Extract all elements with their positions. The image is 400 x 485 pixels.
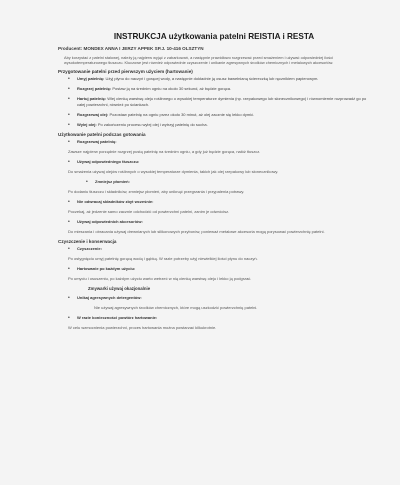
list-item — [68, 266, 370, 272]
list-item-head: Rozgrzewaj patelnię: — [77, 139, 117, 144]
list-item — [68, 219, 370, 225]
list-item-text: Pozostaw patelnię na ogniu przez około 30 minut, aż olej zacznie się lekko dymić. — [109, 112, 255, 117]
bullet-icon: • — [68, 86, 70, 92]
page-title: INSTRUKCJA użytkowania patelni REISTIA i RESTA — [113, 32, 315, 41]
list-item-head: Rozgrzej patelnię: — [77, 86, 112, 91]
list-item-head: Zmniejsz płomień: — [95, 179, 130, 184]
list-item — [68, 315, 370, 321]
bullet-icon: • — [68, 96, 70, 102]
list-item-head: W razie konieczności powtórz hartowanie: — [77, 315, 158, 320]
section-title-cleaning: Czyszczenie i konserwacja — [58, 239, 117, 244]
section-title-prep: Przygotowanie patelni przed pierwszym użyciem (hartowanie) — [58, 69, 193, 74]
list-item-content — [77, 76, 318, 82]
intro-paragraph: Aby korzystać z patelni stalowej, należy ją najpierw wyjąć z zabarkowań, a następnie prawidłowo rozgrzewać przed smażeniem i używać odpowiedniej ilości wysokotemperaturowego tłuszczu. Kluczowe jest również odpowiednie czyszczenie i unikanie agresywnych środków chemicznych i metalowych akcesoriów. — [64, 55, 334, 65]
list-item-head: Rozgrzewaj olej: — [77, 112, 109, 117]
list-item-head: Hartuj patelnię: — [77, 96, 107, 101]
list-item-head: Nie odwracaj składników zbyt wcześnie: — [77, 199, 154, 204]
list-item-text: Po umyciu i osuszeniu, po każdym użyciu warto wetrzeć w nią cienką warstwę oleju i lekko ją podgrzać. — [68, 276, 252, 281]
list-item-text: Po ostygnięciu umyj patelnię gorącą wodą i gąbką. W razie potrzeby użyj niewielkiej ilości płynu do naczyń. — [68, 256, 258, 261]
list-item-head: Wylej olej: — [77, 122, 97, 127]
list-item-head: Hartowanie po każdym użyciu: — [77, 266, 136, 271]
list-item-head: Używaj odpowiednich akcesoriów: — [77, 219, 143, 224]
list-item-text: Zawsze najpierw porządnie rozgrzej pustą patelnię na średnim ogniu, a gdy już będzie gorąca, nałóż tłuszcz. — [68, 149, 261, 154]
list-item-content — [77, 96, 370, 108]
list-item-text: Po dodaniu tłuszczu i składników, zmniejsz płomień, aby uniknąć przegrzania i przypalenia potrawy. — [68, 189, 245, 194]
bullet-icon: • — [68, 139, 70, 145]
list-item — [68, 112, 370, 118]
list-item-head: Zmywarki używaj okazjonalnie — [88, 286, 151, 291]
bullet-icon: • — [68, 266, 70, 272]
list-item — [68, 246, 370, 252]
list-item — [68, 295, 370, 301]
bullet-icon: • — [68, 159, 70, 165]
list-item-text: Do mieszania i obracania używaj drewnianych lub silikonowych przyborów, ponieważ metalowe akcesoria mogą porysować powierzchnię patelni. — [68, 229, 325, 234]
list-item-text: Użyj płynu do naczyń i gorącej wody, a następnie dokładnie ją osusz bawełnianą ściereczką lub ręcznikiem papierowym. — [105, 76, 319, 81]
list-item-head: Umyj patelnię: — [77, 76, 105, 81]
list-item — [68, 96, 370, 108]
producer-line: Producent: MONDEX ANNA I JERZY APPEK SP.J. 10-416 OLSZTYN — [58, 46, 204, 51]
list-item-head: Czyszczenie: — [77, 246, 102, 251]
instruction-page — [58, 32, 370, 335]
bullet-icon: • — [68, 122, 70, 128]
list-item-content — [77, 112, 254, 118]
section-title-cooking: Użytkowanie patelni podczas gotowania — [58, 132, 146, 137]
bullet-icon: • — [68, 315, 70, 321]
bullet-icon: • — [68, 112, 70, 118]
list-item — [68, 159, 370, 165]
list-item-content — [77, 86, 231, 92]
list-item-text: Wlej cienką warstwę oleju roślinnego o wysokiej temperaturze dymienia (np. rzepakowego lub słonecznikowego) i równomiernie rozprowadź go po całej powierzchni, również po ściankach. — [77, 96, 367, 107]
list-item-content — [77, 122, 208, 128]
bullet-icon: • — [86, 179, 88, 185]
list-item-text: Postaw ją na średnim ogniu na około 30 sekund, aż będzie gorąca. — [112, 86, 232, 91]
list-item — [68, 199, 370, 205]
list-item — [68, 86, 370, 92]
list-item-head: Używaj odpowiedniego tłuszczu: — [77, 159, 140, 164]
list-item-text: W celu wzmocnienia powierzchni, proces hartowania można powtarzać kilkukrotnie. — [68, 325, 217, 330]
bullet-icon: • — [68, 295, 70, 301]
list-item — [68, 139, 370, 145]
bullet-icon: • — [68, 76, 70, 82]
list-item-text: Do smażenia używaj olejów roślinnych o wysokiej temperaturze dymienia, takich jak olej rzepakowy lub słonecznikowy. — [68, 169, 279, 174]
bullet-icon: • — [68, 199, 70, 205]
bullet-icon: • — [68, 246, 70, 252]
bullet-icon: • — [68, 219, 70, 225]
list-item-text: Nie używaj agresywnych środków chemicznych, które mogą uszkodzić powierzchnię patelni. — [94, 305, 258, 310]
list-item — [68, 76, 370, 82]
list-item-text: Poczekaj, aż jedzenie samo zacznie odchodzić od powierzchni patelni, zanim je odwrócisz. — [68, 209, 230, 214]
list-item-head: Unikaj agresywnych detergentów: — [77, 295, 142, 300]
list-item — [86, 179, 370, 185]
list-item — [68, 122, 370, 128]
list-item-text: Po zakończeniu procesu wylej olej i wytrzyj patelnię do sucha. — [97, 122, 208, 127]
